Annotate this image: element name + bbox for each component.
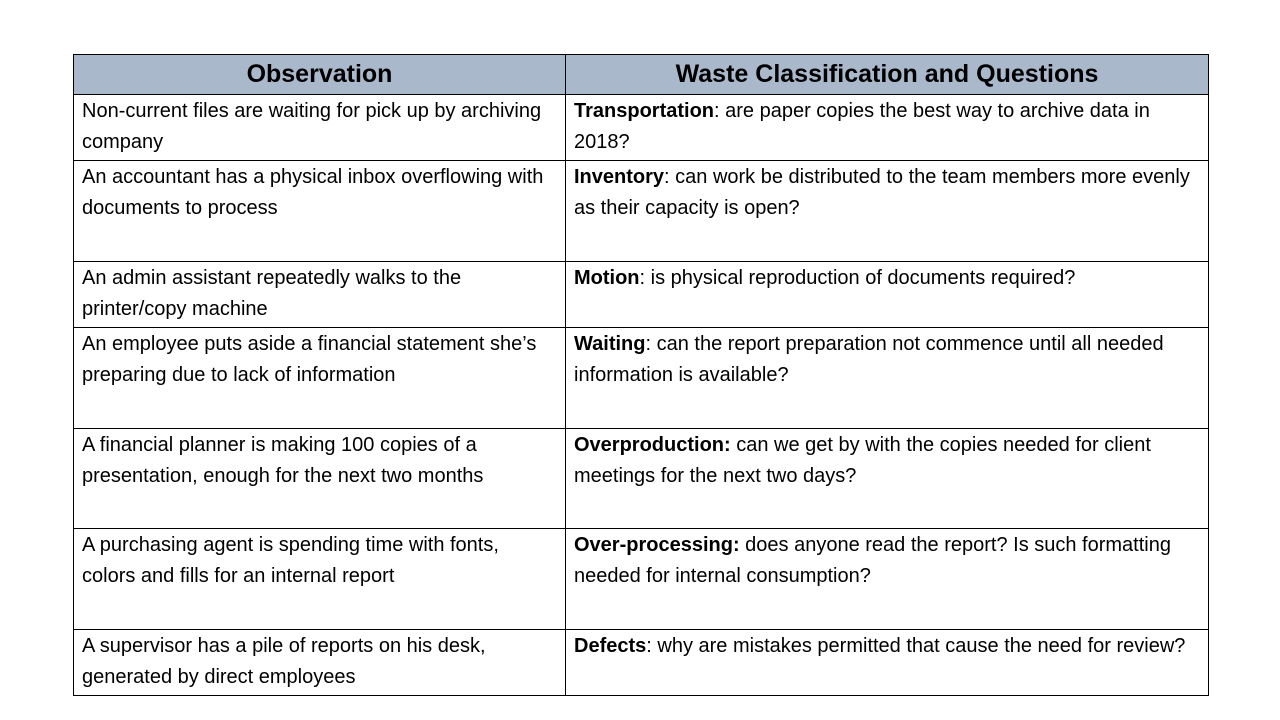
observation-text: A financial planner is making 100 copies of a presentation, enough for the next two months <box>82 434 484 487</box>
observation-text: A supervisor has a pile of reports on his desk, generated by direct employees <box>82 635 486 688</box>
waste-type: Inventory <box>574 166 665 188</box>
observation-text: Non-current files are waiting for pick up by archiving company <box>82 100 542 153</box>
waste-type: Over-processing: <box>574 534 740 556</box>
classification-cell <box>566 429 1209 529</box>
header-waste-classification: Waste Classification and Questions <box>566 55 1209 95</box>
table-row <box>74 529 1209 630</box>
waste-question: : are paper copies the best way to archive data in 2018? <box>574 100 1150 153</box>
waste-type: Defects <box>574 635 647 657</box>
observation-cell <box>74 95 566 161</box>
table-header-row <box>74 55 1209 95</box>
waste-question: does anyone read the report? Is such formatting needed for internal consumption? <box>574 534 1171 587</box>
table-row <box>74 328 1209 429</box>
waste-type: Transportation <box>574 100 715 122</box>
waste-question: : can work be distributed to the team members more evenly as their capacity is open? <box>574 166 1190 219</box>
table-row <box>74 262 1209 328</box>
classification-cell <box>566 161 1209 262</box>
classification-cell <box>566 529 1209 630</box>
waste-question: can we get by with the copies needed for client meetings for the next two days? <box>574 434 1151 487</box>
table-row <box>74 161 1209 262</box>
observation-text: An employee puts aside a financial statement she’s preparing due to lack of information <box>82 333 537 386</box>
waste-type: Overproduction: <box>574 434 731 456</box>
table-row <box>74 630 1209 696</box>
waste-question: : why are mistakes permitted that cause the need for review? <box>646 635 1186 657</box>
waste-question: : can the report preparation not commence until all needed information is available? <box>574 333 1164 386</box>
table-row <box>74 95 1209 161</box>
waste-question: : is physical reproduction of documents required? <box>639 267 1076 289</box>
observation-text: An accountant has a physical inbox overflowing with documents to process <box>82 166 544 219</box>
observation-cell <box>74 529 566 630</box>
header-observation: Observation <box>74 55 566 95</box>
observation-cell <box>74 328 566 429</box>
observation-cell <box>74 429 566 529</box>
classification-cell <box>566 262 1209 328</box>
observation-text: A purchasing agent is spending time with fonts, colors and fills for an internal report <box>82 534 499 587</box>
classification-cell <box>566 630 1209 696</box>
classification-cell <box>566 95 1209 161</box>
table-row <box>74 429 1209 529</box>
waste-table <box>73 54 1209 696</box>
classification-cell <box>566 328 1209 429</box>
waste-type: Motion <box>574 267 640 289</box>
observation-text: An admin assistant repeatedly walks to the printer/copy machine <box>82 267 462 320</box>
observation-cell <box>74 262 566 328</box>
observation-cell <box>74 630 566 696</box>
waste-type: Waiting <box>574 333 646 355</box>
observation-cell <box>74 161 566 262</box>
